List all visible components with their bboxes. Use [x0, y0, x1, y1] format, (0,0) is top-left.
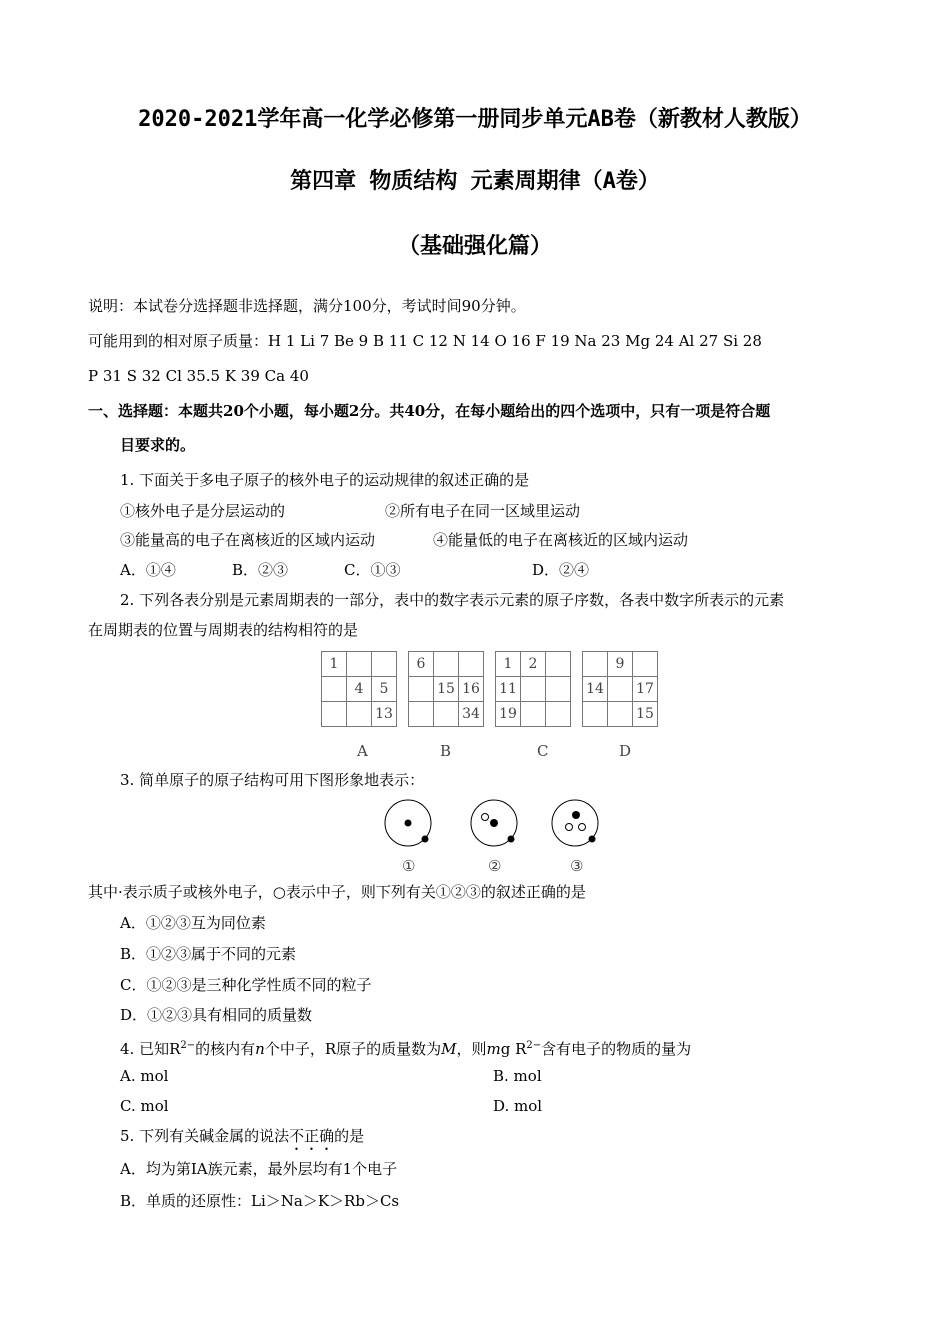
table-cell [347, 702, 372, 727]
q1-statement: ③能量高的电子在离核近的区域内运动 [120, 531, 376, 549]
q1-option: A．①④ [120, 561, 176, 579]
table-label: C [537, 742, 549, 760]
atomic-masses-cont: P 31 S 32 Cl 35.5 K 39 Ca 40 [88, 367, 309, 385]
q1-option: C．①③ [344, 561, 401, 579]
q3-stem: 3. 简单原子的原子结构可用下图形象地表示： [120, 771, 425, 789]
q1-statement: ④能量低的电子在离核近的区域内运动 [433, 531, 689, 549]
q4-option: C. mol [120, 1097, 169, 1115]
table-cell [521, 677, 546, 702]
table-cell: 14 [583, 677, 608, 702]
table-cell [546, 677, 571, 702]
table-cell: 1 [496, 652, 521, 677]
table-cell: 5 [372, 677, 397, 702]
q1-option: D．②④ [532, 561, 590, 579]
table-cell [546, 652, 571, 677]
title-chapter: 第四章 物质结构 元素周期律（A卷） [290, 169, 660, 194]
table-cell: 11 [496, 677, 521, 702]
table-cell [521, 702, 546, 727]
q5-stem: 5. 下列有关碱金属的说法不正确的是 [120, 1127, 365, 1145]
table-cell: 9 [608, 652, 633, 677]
atom-label: ③ [570, 857, 584, 875]
table-label: B [440, 742, 452, 760]
q3-description: 其中·表示质子或核外电子，○表示中子，则下列有关①②③的叙述正确的是 [88, 883, 586, 901]
table-cell [409, 702, 434, 727]
table-cell [434, 652, 459, 677]
q4-option: D. mol [493, 1097, 543, 1115]
table-C [495, 651, 571, 727]
table-cell [608, 702, 633, 727]
table-cell: 17 [633, 677, 658, 702]
atom-2 [471, 800, 517, 846]
table-cell [546, 702, 571, 727]
q5-option: B．单质的还原性：Li＞Na＞K＞Rb＞Cs [120, 1192, 400, 1210]
section-heading: 一、选择题：本题共20个小题，每小题2分。共40分，在每小题给出的四个选项中，只有一项是符合题 [88, 402, 771, 420]
section-heading-cont: 目要求的。 [120, 436, 196, 454]
table-B [408, 651, 484, 727]
q2-stem-cont: 在周期表的位置与周期表的结构相符的是 [88, 621, 359, 639]
exam-note: 说明：本试卷分选择题非选择题，满分100分，考试时间90分钟。 [88, 297, 526, 315]
table-cell [322, 677, 347, 702]
table-cell [633, 652, 658, 677]
q4-option: B. mol [493, 1067, 542, 1085]
q1-statement: ①核外电子是分层运动的 [120, 502, 286, 520]
table-cell: 34 [459, 702, 484, 727]
table-cell: 15 [434, 677, 459, 702]
table-cell [583, 702, 608, 727]
table-A [321, 651, 397, 727]
table-cell [372, 652, 397, 677]
q3-option: B．①②③属于不同的元素 [120, 945, 297, 963]
table-label: A [357, 742, 368, 760]
table-cell: 6 [409, 652, 434, 677]
q1-statement: ②所有电子在同一区域里运动 [385, 502, 581, 520]
table-cell: 16 [459, 677, 484, 702]
atom-3 [552, 800, 598, 846]
q1-stem: 1. 下面关于多电子原子的核外电子的运动规律的叙述正确的是 [120, 471, 530, 489]
q2-stem: 2. 下列各表分别是元素周期表的一部分，表中的数字表示元素的原子序数，各表中数字所表示的元素 [120, 591, 785, 609]
atomic-masses: 可能用到的相对原子质量：H 1 Li 7 Be 9 B 11 C 12 N 14 O 16 F 19 Na 23 Mg 24 Al 27 Si 28 [88, 332, 762, 350]
table-label: D [619, 742, 632, 760]
table-cell [583, 652, 608, 677]
q3-option: A．①②③互为同位素 [120, 914, 266, 932]
table-cell: 1 [322, 652, 347, 677]
table-cell: 13 [372, 702, 397, 727]
table-D [582, 651, 658, 727]
table-cell: 4 [347, 677, 372, 702]
table-cell: 2 [521, 652, 546, 677]
table-cell: 19 [496, 702, 521, 727]
title-main: 2020-2021学年高一化学必修第一册同步单元AB卷（新教材人教版） [138, 107, 812, 132]
q1-option: B．②③ [232, 561, 289, 579]
table-cell [608, 677, 633, 702]
q3-option: C．①②③是三种化学性质不同的粒子 [120, 976, 372, 994]
table-cell [347, 652, 372, 677]
table-cell [434, 702, 459, 727]
table-cell [409, 677, 434, 702]
atom-label: ② [488, 857, 502, 875]
title-sub: （基础强化篇） [397, 234, 552, 259]
q3-option: D．①②③具有相同的质量数 [120, 1006, 313, 1024]
q4-stem: 4. 已知$R^{2-}$的核内有n个中子，R原子的质量数为M，则mg $R^{2-}$含有电子的物质的量为 [120, 1040, 692, 1058]
atom-label: ① [402, 857, 416, 875]
q4-option: A. mol [120, 1067, 169, 1085]
table-cell [459, 652, 484, 677]
atom-1 [385, 800, 431, 846]
q5-option: A．均为第ⅠA族元素，最外层均有1个电子 [120, 1160, 398, 1178]
table-cell [322, 702, 347, 727]
table-cell: 15 [633, 702, 658, 727]
